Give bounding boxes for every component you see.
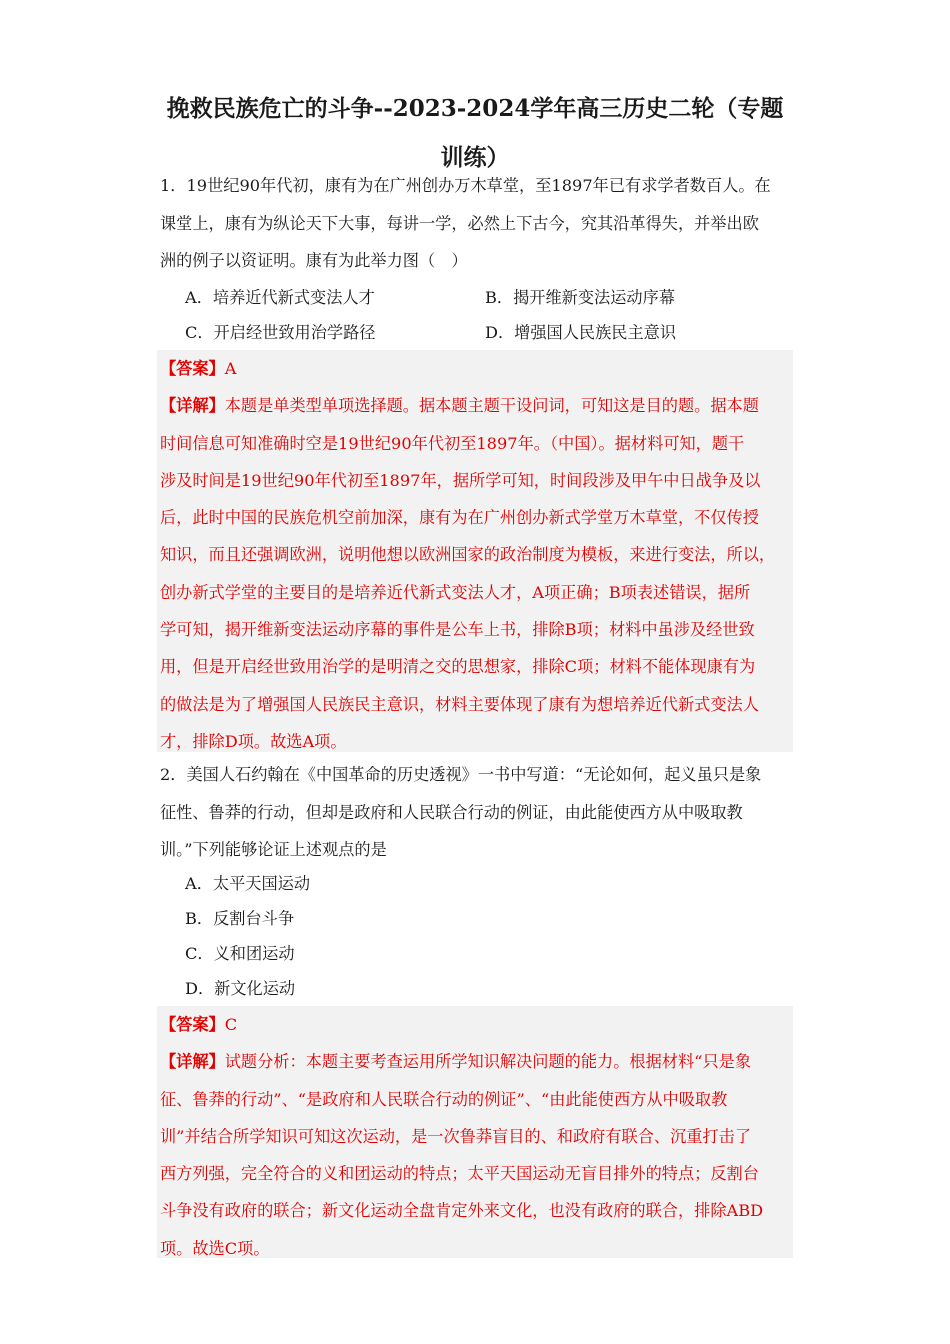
- answer-value: C: [224, 1015, 238, 1034]
- question-1-options: [185, 280, 785, 350]
- question-line: 洲的例子以资证明。康有为此举力图（ ）: [160, 251, 468, 270]
- question-1-stem: [160, 167, 792, 280]
- detail-label: 【详解】: [160, 396, 225, 416]
- option-d: D．增强国人民族民主意识: [485, 323, 677, 342]
- option-b: B．揭开维新变法运动序幕: [485, 288, 675, 307]
- question-1-answer-box: [157, 350, 793, 752]
- detail-line: 用，但是开启经世致用治学的是明清之交的思想家，排除C项；材料不能体现康有为: [160, 657, 756, 677]
- title-line-1: 挽救民族危亡的斗争--2023-2024学年高三历史二轮（专题: [166, 95, 784, 122]
- question-line: 课堂上，康有为纵论天下大事，每讲一学，必然上下古今，究其沿革得失，并举出欧: [160, 213, 759, 233]
- answer-line: [160, 350, 793, 387]
- detail-line: 西方列强，完全符合的义和团运动的特点；太平天国运动无盲目排外的特点；反割台: [160, 1164, 759, 1184]
- detail-line: 才，排除D项。故选A项。: [160, 731, 347, 751]
- answer-label: 【答案】: [160, 1015, 225, 1034]
- option-a: A．培养近代新式变法人才: [185, 288, 375, 307]
- option-c: C．义和团运动: [185, 944, 295, 963]
- question-2-answer-box: [157, 1006, 793, 1258]
- answer-value: A: [224, 359, 237, 378]
- detail-line: 学可知，揭开维新变法运动序幕的事件是公车上书，排除B项；材料中虽涉及经世致: [160, 620, 755, 640]
- detail-line: 的做法是为了增强国人民族民主意识，材料主要体现了康有为想培养近代新式变法人: [160, 694, 759, 714]
- detail-text: 试题分析：本题主要考查运用所学知识解决问题的能力。根据材料“只是象: [224, 1052, 752, 1072]
- detail-line: 时间信息可知准确时空是19世纪90年代初至1897年。（中国）。据材料可知，题干: [160, 433, 745, 453]
- question-line: 征性、鲁莽的行动，但却是政府和人民联合行动的例证，由此能使西方从中吸取教: [160, 802, 743, 822]
- detail-line: 后，此时中国的民族危机空前加深，康有为在广州创办新式学堂万木草堂，不仅传授: [160, 508, 759, 528]
- question-2-stem: [160, 756, 792, 869]
- question-line: 1．19世纪90年代初，康有为在广州创办万木草堂，至1897年已有求学者数百人。在: [160, 176, 771, 195]
- option-a: A．太平天国运动: [185, 874, 311, 893]
- detail-line: 涉及时间是19世纪90年代初至1897年，据所学可知，时间段涉及甲午中日战争及以: [160, 470, 761, 490]
- detail-label: 【详解】: [160, 1052, 225, 1072]
- detail-line: 斗争没有政府的联合；新文化运动全盘肯定外来文化，也没有政府的联合，排除ABD: [160, 1201, 764, 1221]
- detail-line: [160, 387, 793, 424]
- detail-line: [160, 1043, 793, 1080]
- detail-line: 项。故选C项。: [160, 1238, 270, 1258]
- title-line-2: 训练）: [440, 144, 510, 171]
- detail-line: 创办新式学堂的主要目的是培养近代新式变法人才，A项正确；B项表述错误，据所: [160, 582, 751, 602]
- answer-label: 【答案】: [160, 359, 225, 378]
- detail-line: 征、鲁莽的行动”、“是政府和人民联合行动的例证”、“由此能使西方从中吸取教: [160, 1089, 728, 1109]
- detail-text: 本题是单类型单项选择题。据本题主题干设问词，可知这是目的题。据本题: [224, 396, 759, 416]
- option-d: D．新文化运动: [185, 979, 296, 998]
- question-line: 训。”下列能够论证上述观点的是: [160, 840, 387, 859]
- option-c: C．开启经世致用治学路径: [185, 323, 376, 342]
- question-line: 2．美国人石约翰在《中国革命的历史透视》一书中写道：“无论如何，起义虽只是象: [160, 765, 762, 784]
- option-b: B．反割台斗争: [185, 909, 295, 928]
- answer-line: [160, 1006, 793, 1043]
- question-2-options: [185, 866, 785, 1006]
- detail-line: 知识，而且还强调欧洲，说明他想以欧洲国家的政治制度为模板，来进行变法，所以，: [160, 545, 776, 565]
- detail-line: 训”并结合所学知识可知这次运动，是一次鲁莽盲目的、和政府有联合、沉重打击了: [160, 1126, 752, 1146]
